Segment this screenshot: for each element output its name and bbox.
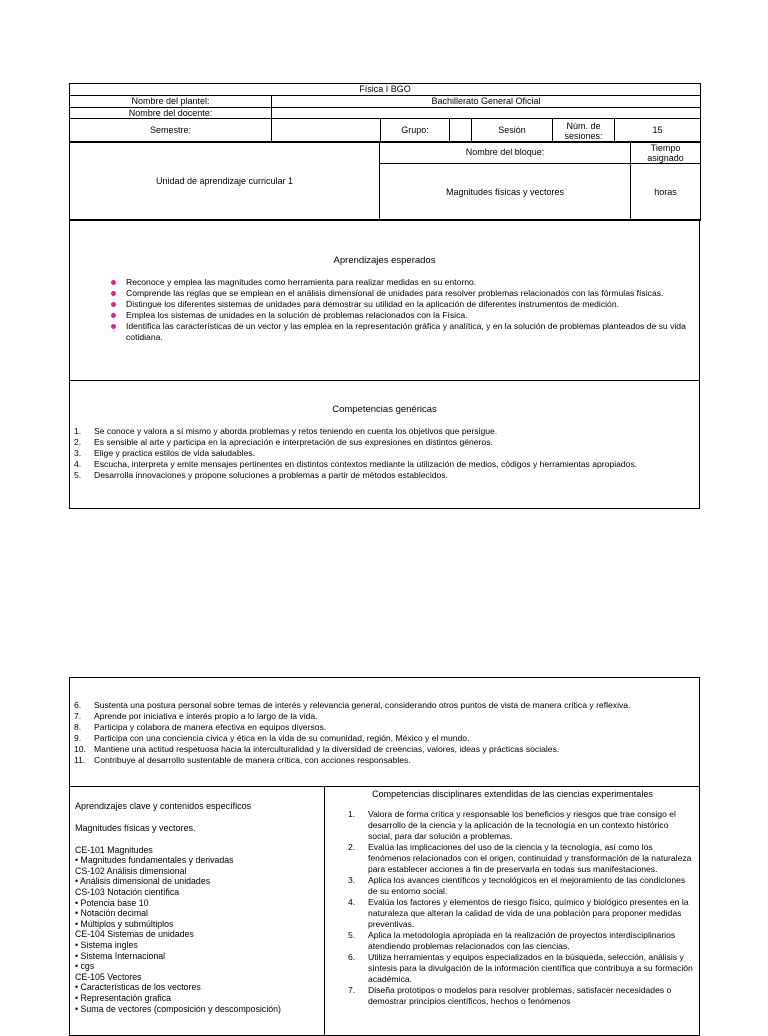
list-item: 4. Evalúa los factores y elementos de riesgo físico, químico y biológico presentes en la naturaleza que alteran la calidad de vida de una población para proponer medidas preventivas. <box>348 896 689 929</box>
list-item: CS-102 Análisis dimensional <box>75 865 187 876</box>
list-item: • Sistema Internacional <box>75 950 166 961</box>
aprendizajes-clave-subtitle: Magnitudes físicas y vectores. <box>75 822 196 833</box>
column-divider <box>324 787 325 1035</box>
contenidos-list <box>75 845 320 1015</box>
list-item: 2. Evalúa las implicaciones del uso de la ciencia y la tecnología, así como los fenómenos relacionados con el origen, continuidad y transformación de la naturaleza para establecer acciones a fin de preservarla en todas sus manifestaciones. <box>348 841 692 874</box>
list-item: • Potencia base 10 <box>75 897 149 908</box>
list-item: 3. Elige y practica estilos de vida saludables. <box>74 448 255 458</box>
list-item: • Análisis dimensional de unidades <box>75 876 211 887</box>
bullet-icon <box>111 313 116 318</box>
competencias-genericas-list <box>74 426 685 481</box>
competencias-disciplinares-title: Competencias disciplinares extendidas de las ciencias experimentales <box>372 789 653 799</box>
semestre-value <box>272 119 381 143</box>
list-item: 1. Valora de forma crítica y responsable los beneficios y riesgos que trae consigo el desarrollo de la ciencia y la aplicación de la tecnología en un contexto histórico social, para dar solución a problemas. <box>348 808 676 841</box>
list-item: • Notación decimal <box>75 908 148 919</box>
list-item: • Sistema ingles <box>75 939 138 950</box>
competencias-continuation-section <box>69 677 700 787</box>
tiempo-value: horas <box>631 164 701 221</box>
grupo-label: Grupo: <box>381 119 450 143</box>
list-item: 1. Se conoce y valora a sí mismo y aborda problemas y retos teniendo en cuenta los objetivos que persigue. <box>74 426 498 436</box>
competencias-genericas-title: Competencias genéricas <box>332 404 437 415</box>
list-item: 6. Utiliza herramientas y equipos especializados en la búsqueda, selección, análisis y síntesis para la divulgación de la información científica que contribuya a su formación académica. <box>348 951 693 984</box>
list-item: Distingue los diferentes sistemas de unidades para demostrar su utilidad en la aplicación de diferentes instrumentos de medición. <box>108 299 687 310</box>
list-item: 7. Diseña prototipos o modelos para resolver problemas, satisfacer necesidades o demostrar principios científicos, hechos o fenómenos <box>348 984 672 1006</box>
list-item: 9. Participa con una conciencia cívica y ética en la vida de su comunidad, región, México y el mundo. <box>74 733 470 743</box>
document-title: Física I BGO <box>70 84 701 96</box>
tiempo-label: Tiempo asignado <box>631 142 701 164</box>
bullet-icon <box>111 291 116 296</box>
list-item: 5. Desarrolla innovaciones y propone soluciones a problemas a partir de métodos establecidos. <box>74 470 448 480</box>
aprendizajes-clave-column <box>75 801 320 1014</box>
list-item: Emplea los sistemas de unidades en la solución de problemas relacionados con la Física. <box>108 310 687 321</box>
competencias-genericas-section <box>69 380 700 509</box>
list-item: • Múltiplos y submúltiplos <box>75 918 174 929</box>
list-item: Reconoce y emplea las magnitudes como herramienta para realizar medidas en su entorno. <box>108 277 687 288</box>
competencias-continuation-list <box>74 700 685 766</box>
list-item: CS-103 Notación científica <box>75 886 180 897</box>
list-item: CE-101 Magnitudes <box>75 844 153 855</box>
unit-label: Unidad de aprendizaje curricular 1 <box>70 142 380 221</box>
list-item: 6. Sustenta una postura personal sobre temas de interés y relevancia general, considerando otros puntos de vista de manera crítica y reflexiva. <box>74 700 631 710</box>
list-item: • Suma de vectores (composición y descomposición) <box>75 1003 281 1014</box>
list-item: 2. Es sensible al arte y participa en la apreciación e interpretación de sus expresiones en distintos géneros. <box>74 437 493 447</box>
list-item: CE-104 Sistemas de unidades <box>75 929 194 940</box>
list-item: • Representación grafica <box>75 992 171 1003</box>
semestre-label: Semestre: <box>70 119 272 143</box>
bullet-icon <box>111 324 116 329</box>
docente-label: Nombre del docente: <box>70 107 272 119</box>
list-item: 5. Aplica la metodología apropiada en la realización de proyectos interdisciplinarios atendiendo problemas relacionados con las ciencias. <box>348 929 676 951</box>
bullet-icon <box>111 302 116 307</box>
unit-table <box>69 141 701 221</box>
num-sesiones-value: 15 <box>615 119 701 143</box>
list-item: • cgs <box>75 961 95 972</box>
bloque-value: Magnitudes físicas y vectores <box>380 164 631 221</box>
aprendizajes-title: Aprendizajes esperados <box>333 255 436 266</box>
list-item: • Magnitudes fundamentales y derivadas <box>75 855 234 866</box>
list-item: 7. Aprende por iniciativa e interés propio a lo largo de la vida. <box>74 711 318 721</box>
aprendizajes-section <box>69 219 700 381</box>
list-item: 8. Participa y colabora de manera efectiva en equipos diversos. <box>74 722 327 732</box>
list-item: 11. Contribuye al desarrollo sustentable de manera crítica, con acciones responsables. <box>74 755 411 765</box>
competencias-disciplinares-list <box>330 809 695 1007</box>
list-item: Comprende las reglas que se emplean en el análisis dimensional de unidades para resolver problemas relacionados con las fórmulas físicas. <box>108 288 687 299</box>
grupo-value <box>450 119 472 143</box>
list-item: Identifica las características de un vector y las emplea en la representación gráfica y analítica, y en la solución de problemas planteados de su vida cotidiana. <box>108 321 687 343</box>
header-table <box>69 83 701 143</box>
list-item: • Características de los vectores <box>75 982 201 993</box>
aprendizajes-list <box>108 277 687 343</box>
list-item: 4. Escucha, interpreta y emite mensajes pertinentes en distintos contextos mediante la utilización de medios, códigos y herramientas apropiados. <box>74 459 638 469</box>
list-item: CE-105 Vectores <box>75 971 142 982</box>
list-item: 3. Aplica los avances científicos y tecnológicos en el mejoramiento de las condiciones de su entorno social. <box>348 874 686 896</box>
bullet-icon <box>111 280 116 285</box>
contenidos-section <box>69 786 700 1036</box>
aprendizajes-clave-title: Aprendizajes clave y contenidos específicos <box>75 801 252 811</box>
list-item: 10. Mantiene una actitud respetuosa hacia la interculturalidad y la diversidad de creencias, valores, ideas y prácticas sociales. <box>74 744 560 754</box>
competencias-disciplinares-column <box>330 789 695 1007</box>
docente-value <box>272 107 701 119</box>
sesion-label: Sesión <box>472 119 553 143</box>
plantel-value: Bachillerato General Oficial <box>272 95 701 107</box>
bloque-label: Nombre del bloque: <box>380 142 631 164</box>
num-sesiones-label: Núm. de sesiones: <box>553 119 615 143</box>
plantel-label: Nombre del plantel: <box>70 95 272 107</box>
